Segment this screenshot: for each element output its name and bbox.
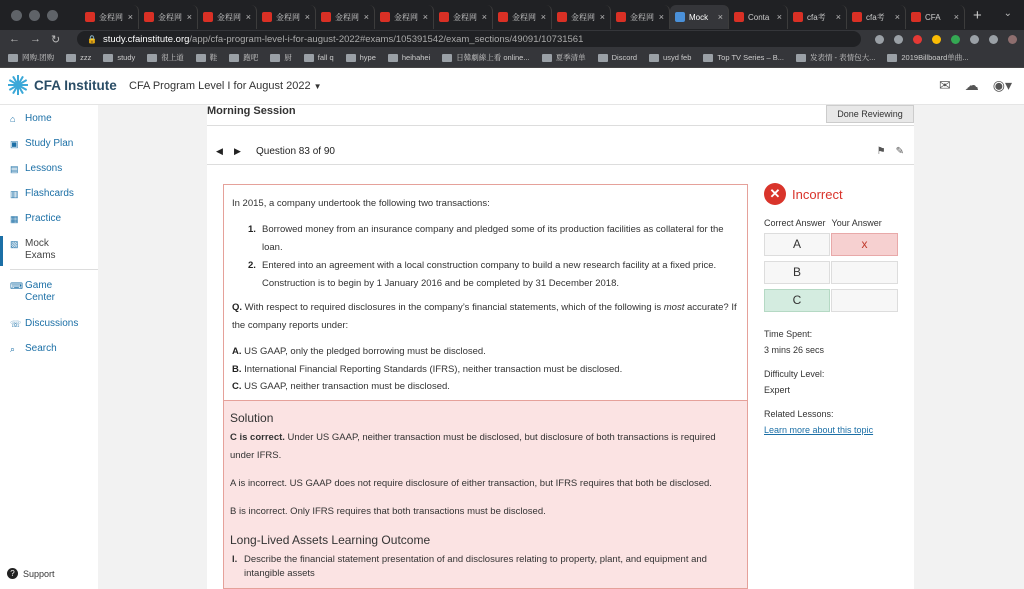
toolbar (0, 30, 1024, 48)
close-tab-icon[interactable]: × (835, 12, 841, 22)
browser-tab[interactable] (611, 5, 670, 29)
tab-label: 金程网 (99, 12, 123, 22)
solution-section (224, 400, 747, 589)
browser-tab[interactable] (847, 5, 906, 29)
favicon-icon (793, 12, 803, 22)
sidebar-divider (10, 269, 98, 270)
extension-green-icon[interactable] (951, 35, 960, 44)
sidebar-item-discussions[interactable]: ☏ Discussions (10, 318, 79, 329)
tab-label: CFA (925, 12, 941, 22)
result-panel (764, 184, 904, 446)
bookmark-item[interactable] (147, 52, 184, 63)
folder-icon (229, 54, 239, 62)
favicon-icon (911, 12, 921, 22)
browser-tab[interactable] (80, 5, 139, 29)
bookmark-label: 厨 (284, 53, 292, 62)
folder-icon (196, 54, 206, 62)
favicon-icon (675, 12, 685, 22)
close-window-icon[interactable] (11, 10, 22, 21)
bookmark-label: 鞋 (209, 53, 218, 62)
sidebar-item-lessons[interactable]: ▤ Lessons (10, 163, 63, 174)
tab-label: cfa考 (807, 12, 826, 22)
sidebar-item-home[interactable]: ⌂ Home (10, 113, 52, 124)
folder-icon (703, 54, 713, 62)
folder-icon (304, 54, 314, 62)
answer-letter: A (764, 233, 830, 256)
tab-bar (0, 0, 1024, 30)
divider (207, 125, 914, 126)
sidepanel-icon[interactable] (989, 35, 998, 44)
bookmark-label: 很上道 (161, 53, 184, 62)
tab-label: cfa考 (866, 12, 885, 22)
logo-text: CFA Institute (34, 77, 117, 93)
bookmark-label: zzz (80, 53, 92, 62)
bookmark-item[interactable] (442, 52, 529, 63)
tab-label: 金程网 (217, 12, 241, 22)
difficulty-label: Difficulty Level: (764, 369, 825, 379)
favicon-icon (321, 12, 331, 22)
close-tab-icon[interactable]: × (481, 12, 487, 22)
folder-icon (8, 54, 18, 62)
cloud-download-icon[interactable]: ☁ (964, 77, 979, 93)
bookmark-item[interactable] (796, 52, 875, 63)
x-circle-icon: ✕ (764, 183, 786, 205)
transaction-list (248, 221, 739, 293)
bookmark-item[interactable] (66, 53, 91, 62)
app (0, 68, 1024, 589)
new-tab-icon[interactable]: + (973, 6, 982, 24)
bookmark-label: 日韓劇線上看 online... (456, 53, 530, 62)
bookmark-label: study (117, 53, 136, 62)
browser-chrome (0, 0, 1024, 68)
bookmark-label: 网购.团购 (22, 53, 55, 62)
extension-red-icon[interactable] (913, 35, 922, 44)
browser-tab[interactable] (375, 5, 434, 29)
tab-label: 金程网 (512, 12, 536, 22)
tab-search-icon[interactable]: ⌄ (1003, 8, 1012, 19)
close-tab-icon[interactable]: × (658, 12, 664, 22)
bookmark-item[interactable] (196, 52, 218, 63)
top-nav (0, 68, 1024, 105)
your-answer-mark: x (831, 233, 898, 256)
extension-icons (875, 35, 1017, 44)
option-c[interactable]: C. US GAAP, neither transaction must be disclosed. (232, 381, 450, 392)
folder-icon (270, 54, 280, 62)
answer-row-c (764, 289, 904, 312)
close-tab-icon[interactable]: × (717, 12, 723, 22)
cfa-logo[interactable] (8, 75, 117, 95)
sidebar-item-search[interactable]: ⌕ Search (10, 343, 57, 354)
folder-icon (147, 54, 157, 62)
sidebar-item-game-center[interactable]: ⌨ Game Center (10, 280, 56, 303)
bookmark-item[interactable] (388, 53, 430, 62)
favicon-icon (203, 12, 213, 22)
sidebar-item-mock-exams[interactable]: ▧ Mock Exams (0, 238, 98, 278)
bookmark-item[interactable] (8, 52, 54, 63)
question-counter: Question 83 of 90 (256, 146, 335, 157)
cfa-logo-mark-icon (8, 75, 28, 95)
close-tab-icon[interactable]: × (363, 12, 369, 22)
favicon-icon (439, 12, 449, 22)
sidebar (0, 105, 98, 589)
url-path: /app/cfa-program-level-i-for-august-2022#exams/105391542/exam_sections/49091/10731561 (189, 33, 584, 45)
browser-tab[interactable] (493, 5, 552, 29)
folder-icon (796, 54, 806, 62)
question-tools (877, 146, 904, 157)
support-link[interactable]: ? Support (7, 568, 55, 579)
bookmark-icon[interactable]: ⚑ (876, 146, 886, 157)
close-tab-icon[interactable]: × (776, 12, 782, 22)
browser-tab[interactable] (316, 5, 375, 29)
bookmark-label: heihahei (401, 53, 431, 62)
star-icon[interactable] (894, 35, 903, 44)
folder-icon (442, 54, 452, 62)
sidebar-item-practice[interactable]: ▦ Practice (10, 213, 62, 224)
close-tab-icon[interactable]: × (894, 12, 900, 22)
tab-label: 金程网 (630, 12, 654, 22)
bookmark-item[interactable] (887, 52, 968, 63)
bookmark-item[interactable] (598, 53, 637, 62)
bookmark-item[interactable] (229, 52, 258, 63)
answer-row-a (764, 233, 904, 256)
folder-icon (66, 54, 76, 62)
learning-outcome-item: I. Describe the financial statement presentation of and disclosures relating to property, plant, and equipment and intangible assets (232, 554, 707, 579)
tab-label: 金程网 (335, 12, 359, 22)
tab-label: 金程网 (453, 12, 477, 22)
tab-label: Conta (748, 12, 770, 22)
browser-tab[interactable] (139, 5, 198, 29)
previous-question-icon[interactable]: ◀ (216, 146, 223, 156)
favicon-icon (498, 12, 508, 22)
zoom-window-icon[interactable] (47, 10, 58, 21)
folder-icon (542, 54, 552, 62)
bookmark-item[interactable] (542, 52, 586, 63)
browser-tab[interactable] (552, 5, 611, 29)
bookmark-label: hype (359, 53, 376, 62)
bookmark-label: fall q (317, 53, 334, 62)
tab-label: Mock (689, 12, 709, 22)
related-lesson-link[interactable]: Learn more about this topic (764, 425, 874, 435)
answer-letter: B (764, 261, 830, 284)
favicon-icon (85, 12, 95, 22)
favicon-icon (852, 12, 862, 22)
calendar-icon: ▣ (10, 139, 19, 149)
verdict-text: Incorrect (792, 186, 843, 202)
close-tab-icon[interactable]: × (186, 12, 192, 22)
forward-icon[interactable]: → (30, 33, 41, 45)
done-reviewing-button[interactable]: Done Reviewing (826, 105, 914, 123)
folder-icon (598, 54, 608, 62)
question-text (224, 185, 747, 396)
sidebar-item-flashcards[interactable]: ▥ Flashcards (10, 188, 74, 199)
close-tab-icon[interactable]: × (540, 12, 546, 22)
tab-label: 金程网 (276, 12, 300, 22)
chat-icon: ☏ (10, 319, 22, 329)
tab-label: 金程网 (394, 12, 418, 22)
minimize-window-icon[interactable] (29, 10, 40, 21)
book-icon: ▤ (10, 164, 19, 174)
bookmark-item[interactable] (346, 53, 376, 62)
correct-answer-letter: C (764, 289, 830, 312)
verdict (764, 184, 904, 204)
top-icons (939, 77, 1012, 94)
favicon-icon (734, 12, 744, 22)
option-a[interactable]: A. US GAAP, only the pledged borrowing must be disclosed. (232, 346, 486, 357)
question-nav (207, 139, 914, 165)
folder-icon (346, 54, 356, 62)
question-box (223, 184, 748, 589)
solution-correct: C is correct. Under US GAAP, neither transaction must be disclosed, but disclosure of both transactions is required under IFRS. (230, 432, 716, 461)
search-icon: ⌕ (10, 344, 16, 354)
reload-icon[interactable]: ↻ (51, 33, 61, 46)
bookmark-item[interactable] (270, 52, 292, 63)
question-stem: Q. With respect to required disclosures in the company’s financial statements, which of the following is most accurate? If the company reports under: (232, 302, 737, 331)
list-item: 2. Entered into an agreement with a local construction company to build a new research facility at a fixed price. Construction is to begin by 1 January 2016 and be completed by 31 December 2018. (248, 260, 717, 289)
related-label: Related Lessons: (764, 409, 834, 419)
favicon-icon (144, 12, 154, 22)
bookmark-label: 跑吧 (243, 53, 259, 62)
bookmark-item[interactable] (649, 53, 691, 62)
course-title: CFA Program Level I for August 2022 (129, 80, 311, 92)
close-tab-icon[interactable]: × (245, 12, 251, 22)
answer-row-b (764, 261, 904, 284)
question-meta (764, 326, 904, 438)
close-tab-icon[interactable]: × (304, 12, 310, 22)
help-icon: ? (7, 568, 18, 579)
bookmark-label: Discord (611, 53, 638, 62)
answer-options (232, 343, 739, 396)
practice-icon: ▦ (10, 214, 19, 224)
close-tab-icon[interactable]: × (422, 12, 428, 22)
favicon-icon (557, 12, 567, 22)
course-selector[interactable] (129, 80, 322, 92)
solution-title: Solution (230, 411, 274, 425)
lock-icon: 🔒 (87, 34, 97, 44)
address-bar[interactable] (77, 31, 861, 47)
favicon-icon (262, 12, 272, 22)
time-label: Time Spent: (764, 329, 813, 339)
browser-tab[interactable] (257, 5, 316, 29)
mail-icon[interactable]: ✉ (939, 77, 951, 93)
bookmark-item[interactable] (703, 53, 784, 62)
browser-tab[interactable] (198, 5, 257, 29)
browser-tab[interactable] (434, 5, 493, 29)
close-tab-icon[interactable]: × (127, 12, 133, 22)
share-icon[interactable] (875, 35, 884, 44)
close-tab-icon[interactable]: × (953, 12, 959, 22)
solution-a: A is incorrect. US GAAP does not require disclosure of either transaction, but IFRS requires that both be disclosed. (230, 478, 712, 489)
account-icon[interactable]: ◉▾ (992, 77, 1012, 93)
document-icon: ▧ (10, 239, 19, 249)
learning-outcome-title: Long-Lived Assets Learning Outcome (230, 533, 431, 547)
back-icon[interactable]: ← (9, 33, 20, 45)
folder-icon (103, 54, 113, 62)
chevron-down-icon: ▼ (313, 82, 322, 91)
browser-tab[interactable] (906, 5, 965, 29)
bookmark-label: 2019Billboard单曲... (901, 53, 969, 62)
folder-icon (887, 54, 897, 62)
question-intro: In 2015, a company undertook the following two transactions: (232, 198, 490, 209)
favicon-icon (380, 12, 390, 22)
browser-tab[interactable] (729, 5, 788, 29)
your-answer-mark (831, 261, 898, 284)
url-host: study.cfainstitute.org (102, 33, 190, 45)
bookmark-label: Top TV Series – B... (717, 53, 784, 62)
session-title: Morning Session (207, 105, 296, 117)
list-item: 1. Borrowed money from an insurance company and pledged some of its production facilities as collateral for the loan. (248, 224, 724, 253)
profile-icon[interactable] (1008, 35, 1017, 44)
exam-panel (207, 105, 914, 589)
extension-yellow-icon[interactable] (932, 35, 941, 44)
close-tab-icon[interactable]: × (599, 12, 605, 22)
next-question-icon[interactable]: ▶ (234, 146, 241, 156)
favicon-icon (616, 12, 626, 22)
bookmark-item[interactable] (103, 53, 135, 62)
browser-tab[interactable] (670, 5, 729, 29)
sidebar-item-study-plan[interactable]: ▣ Study Plan (10, 138, 74, 149)
difficulty-value: Expert (764, 385, 791, 395)
your-answer-mark (831, 289, 898, 312)
cards-icon: ▥ (10, 189, 19, 199)
bookmark-label: 发表情 - 表情包大... (809, 53, 876, 62)
bookmark-label: 夏季清单 (555, 53, 586, 62)
browser-tab[interactable] (788, 5, 847, 29)
window-controls[interactable] (11, 10, 58, 21)
tab-label: 金程网 (158, 12, 182, 22)
solution-b: B is incorrect. Only IFRS requires that both transactions must be disclosed. (230, 506, 546, 517)
bookmark-item[interactable] (304, 53, 334, 62)
puzzle-icon[interactable] (970, 35, 979, 44)
time-value: 3 mins 26 secs (764, 345, 825, 355)
your-answer-header: Your Answer (831, 218, 882, 228)
folder-icon (388, 54, 398, 62)
home-icon: ⌂ (10, 114, 16, 124)
answer-table-header (764, 218, 904, 228)
tab-label: 金程网 (571, 12, 595, 22)
game-icon: ⌨ (10, 281, 23, 291)
correct-answer-header: Correct Answer (764, 218, 826, 228)
pencil-icon[interactable]: ✎ (895, 146, 904, 157)
bookmarks-bar (0, 48, 1024, 68)
bookmark-label: usyd feb (663, 53, 692, 62)
option-b[interactable]: B. International Financial Reporting Standards (IFRS), neither transaction must be disclosed. (232, 363, 623, 375)
folder-icon (649, 54, 659, 62)
